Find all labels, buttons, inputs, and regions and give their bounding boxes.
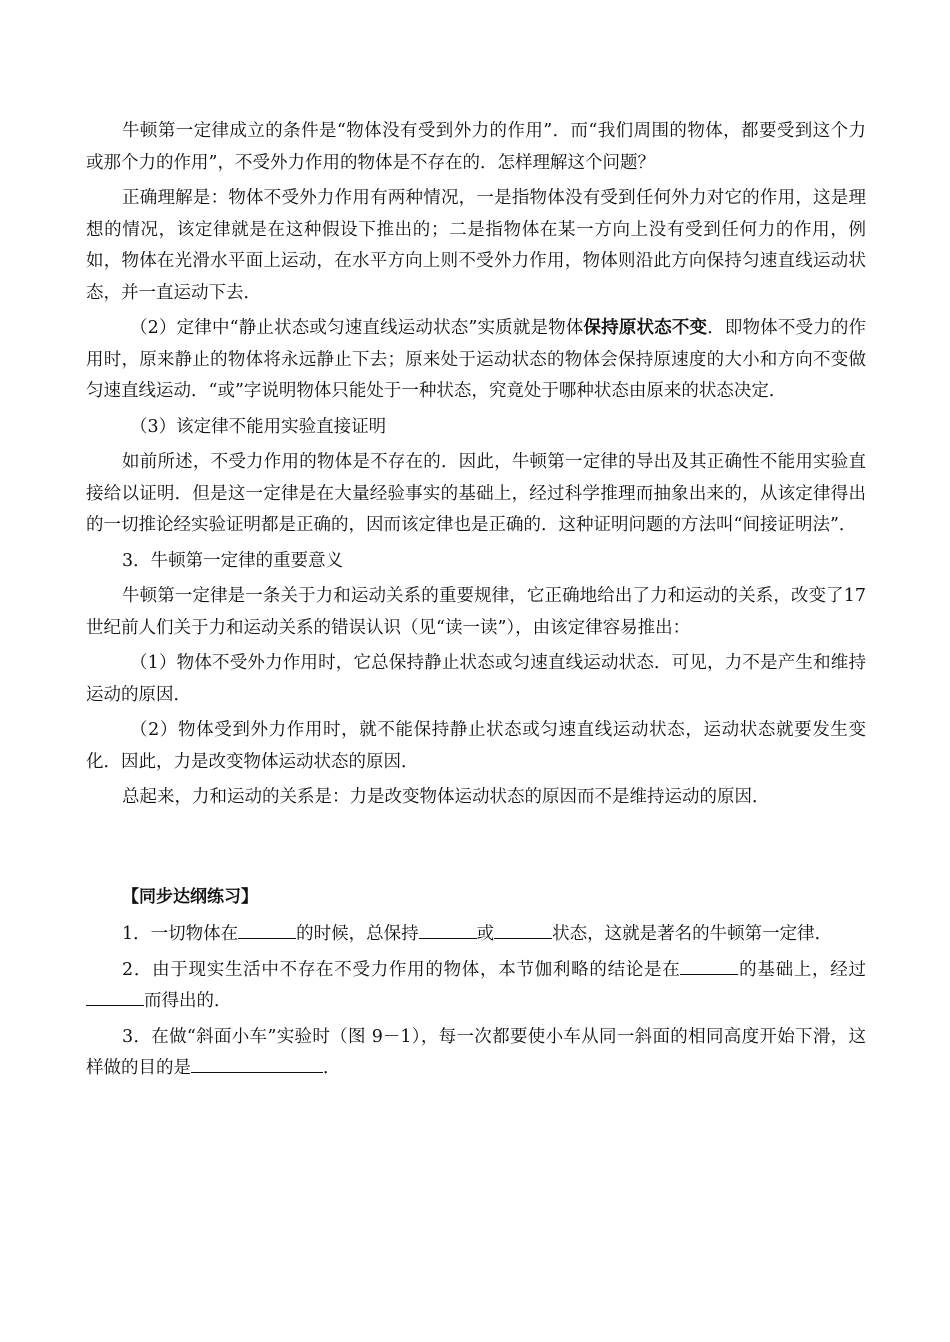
q1-blank-2[interactable] (419, 920, 477, 939)
q1-text-a: 1．一切物体在 (122, 924, 239, 944)
paragraph-point-2 (86, 313, 866, 408)
q2-blank-1[interactable] (680, 956, 738, 975)
q1-text-c: 或 (476, 924, 495, 944)
q3-text-b: ． (323, 1058, 341, 1078)
q1-blank-1[interactable] (238, 920, 296, 939)
q1-blank-3[interactable] (494, 920, 552, 939)
q3-blank-1[interactable] (191, 1054, 323, 1073)
paragraph-significance: 牛顿第一定律是一条关于力和运动关系的重要规律，它正确地给出了力和运动的关系，改变了17世纪前人们关于力和运动关系的错误认识（见“读一读”），由该定律容易推出： (86, 586, 866, 638)
paragraph-summary: 总起来，力和运动的关系是：力是改变物体运动状态的原因而不是维持运动的原因． (122, 787, 770, 807)
paragraph-point-3: （3）该定律不能用实验直接证明 (130, 416, 387, 437)
point-2-emphasis: 保持原状态不变 (583, 318, 708, 338)
q2-text-c: 而得出的． (144, 991, 232, 1011)
point-2-text-b: ．即物体不受力的作用时，原来静止的物体将永远静止下去；原来处于运动状态的物体会保持原速度的大小和方向不变做匀速直线运动．“或”字说明物体只能处于一种状态，究竟处于哪种状态由原来的状态决定． (86, 318, 867, 401)
document-page (86, 116, 866, 1089)
q2-text-b: 的基础上，经过 (738, 959, 866, 980)
paragraph-inference-2: （2）物体受到外力作用时，就不能保持静止状态或匀速直线运动状态，运动状态就要发生变化．因此，力是改变物体运动状态的原因． (86, 720, 866, 772)
q1-text-d: 状态，这就是著名的牛顿第一定律． (552, 924, 833, 944)
paragraph-inference-1: （1）物体不受外力作用时，它总保持静止状态或匀速直线运动状态．可见，力不是产生和维持运动的原因． (86, 653, 866, 705)
paragraph-condition: 牛顿第一定律成立的条件是“物体没有受到外力的作用”．而“我们周围的物体，都要受到这个力或那个力的作用”，不受外力作用的物体是不存在的．怎样理解这个问题？ (86, 121, 866, 173)
q2-text-a: 2．由于现实生活中不存在不受力作用的物体，本节伽利略的结论是在 (122, 959, 681, 980)
q3-text-a: 3．在做“斜面小车”实验时（图 9－1），每一次都要使小车从同一斜面的相同高度开始下滑，这样做的目的是 (86, 1026, 866, 1078)
exercise-question-3 (86, 1022, 866, 1085)
paragraph-correct-understanding: 正确理解是：物体不受外力作用有两种情况，一是指物体没有受到任何外力对它的作用，这是理想的情况，该定律就是在这种假设下推出的；二是指物体在某一方向上没有受到任何力的作用，例如，物体在光滑水平面上运动，在水平方向上则不受外力作用，物体则沿此方向保持匀速直线运动状态，并一直运动下去． (86, 188, 866, 303)
heading-significance: 3．牛顿第一定律的重要意义 (122, 550, 344, 571)
point-2-text-a: （2）定律中“静止状态或匀速直线运动状态”实质就是物体 (130, 318, 584, 338)
paragraph-indirect-proof: 如前所述，不受力作用的物体是不存在的．因此，牛顿第一定律的导出及其正确性不能用实验直接给以证明．但是这一定律是在大量经验事实的基础上，经过科学推理而抽象出来的，从该定律得出的一切推论经实验证明都是正确的，因而该定律也是正确的．这种证明问题的方法叫“间接证明法”． (86, 452, 866, 535)
exercise-title: 【同步达纲练习】 (122, 886, 258, 907)
exercise-question-2 (86, 955, 866, 1018)
exercise-question-1 (86, 919, 866, 951)
q1-text-b: 的时候，总保持 (296, 924, 419, 944)
q2-blank-2[interactable] (86, 987, 144, 1006)
